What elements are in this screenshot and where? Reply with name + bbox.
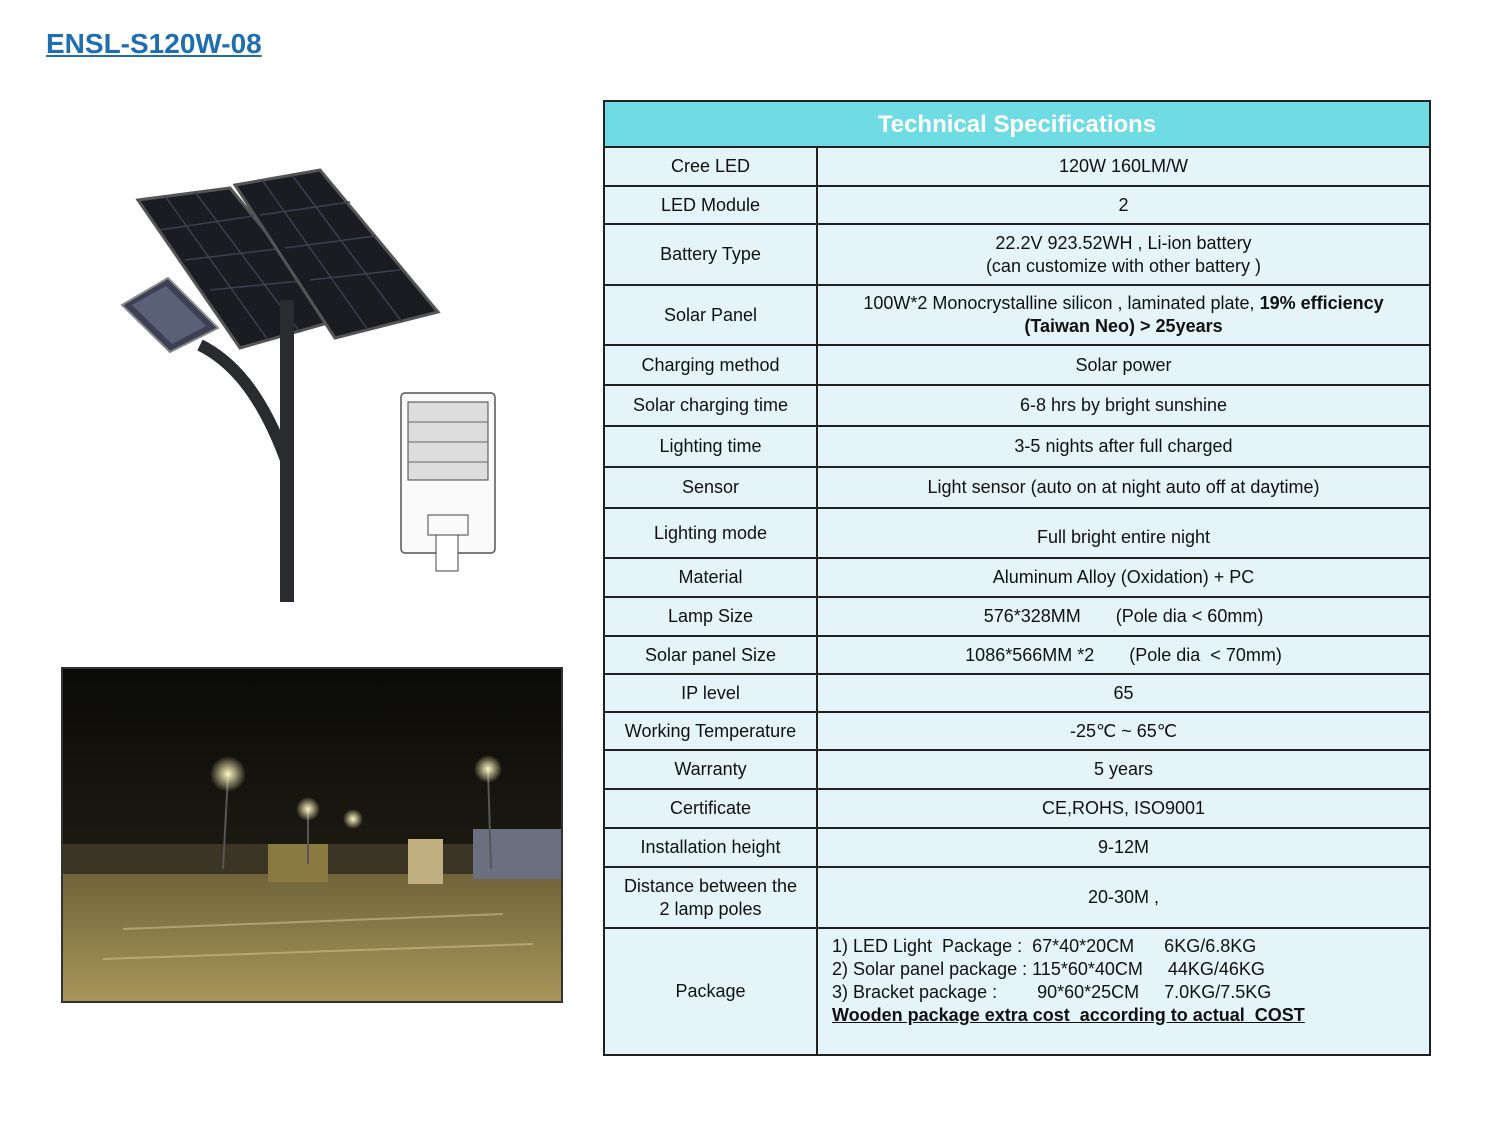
spec-key: Battery Type xyxy=(604,224,817,285)
spec-key: Lighting time xyxy=(604,426,817,467)
spec-value: 65 xyxy=(817,674,1430,712)
spec-value-bold: 19% efficiency xyxy=(1259,293,1384,313)
package-details xyxy=(817,928,1430,1055)
spec-key xyxy=(604,867,817,928)
spec-key-line: Distance between the xyxy=(623,875,798,896)
spec-key: Lighting mode xyxy=(604,508,817,558)
spec-value xyxy=(817,285,1430,345)
spec-key: Sensor xyxy=(604,467,817,508)
spec-key-line: 2 lamp poles xyxy=(659,898,762,919)
spec-value: Solar power xyxy=(817,345,1430,385)
product-title: ENSL-S120W-08 xyxy=(46,28,262,59)
table-header: Technical Specifications xyxy=(604,101,1430,147)
spec-value xyxy=(817,224,1430,285)
spec-value: 5 years xyxy=(817,750,1430,789)
night-installation-photo xyxy=(61,667,563,1003)
spec-value-line: 100W*2 Monocrystalline silicon , laminated plate, xyxy=(863,293,1260,313)
spec-key: Installation height xyxy=(604,828,817,867)
lamp-front-view-image xyxy=(398,390,498,572)
package-line: 1) LED Light Package : 67*40*20CM 6KG/6.8KG xyxy=(832,936,1257,956)
spec-key: Lamp Size xyxy=(604,597,817,636)
spec-value: 6-8 hrs by bright sunshine xyxy=(817,385,1430,426)
spec-value-line: (can customize with other battery ) xyxy=(985,255,1262,276)
spec-key: Working Temperature xyxy=(604,712,817,750)
spec-key: Material xyxy=(604,558,817,597)
spec-value: -25℃ ~ 65℃ xyxy=(817,712,1430,750)
spec-key: IP level xyxy=(604,674,817,712)
spec-value-bold: (Taiwan Neo) > 25years xyxy=(1024,316,1223,336)
spec-value: Aluminum Alloy (Oxidation) + PC xyxy=(817,558,1430,597)
spec-key: Package xyxy=(604,928,817,1055)
spec-value: 2 xyxy=(817,186,1430,224)
spec-value-line: 22.2V 923.52WH , Li-ion battery xyxy=(995,232,1252,253)
technical-specifications-table xyxy=(603,100,1431,1056)
spec-value: Light sensor (auto on at night auto off at daytime) xyxy=(817,467,1430,508)
package-line: 2) Solar panel package : 115*60*40CM 44KG/46KG xyxy=(832,959,1265,979)
spec-key: Solar charging time xyxy=(604,385,817,426)
spec-value: 1086*566MM *2 (Pole dia < 70mm) xyxy=(817,636,1430,674)
spec-key: Solar Panel xyxy=(604,285,817,345)
spec-value: 20-30M , xyxy=(817,867,1430,928)
spec-key: Warranty xyxy=(604,750,817,789)
spec-value: CE,ROHS, ISO9001 xyxy=(817,789,1430,828)
spec-key: Certificate xyxy=(604,789,817,828)
spec-key: Solar panel Size xyxy=(604,636,817,674)
spec-key: Cree LED xyxy=(604,147,817,186)
spec-value: Full bright entire night xyxy=(817,508,1430,558)
package-note: Wooden package extra cost according to actual COST xyxy=(832,1005,1305,1025)
spec-value: 3-5 nights after full charged xyxy=(817,426,1430,467)
spec-value: 120W 160LM/W xyxy=(817,147,1430,186)
spec-key: Charging method xyxy=(604,345,817,385)
spec-key: LED Module xyxy=(604,186,817,224)
package-line: 3) Bracket package : 90*60*25CM 7.0KG/7.5KG xyxy=(832,982,1272,1002)
spec-value: 9-12M xyxy=(817,828,1430,867)
spec-value: 576*328MM (Pole dia < 60mm) xyxy=(817,597,1430,636)
